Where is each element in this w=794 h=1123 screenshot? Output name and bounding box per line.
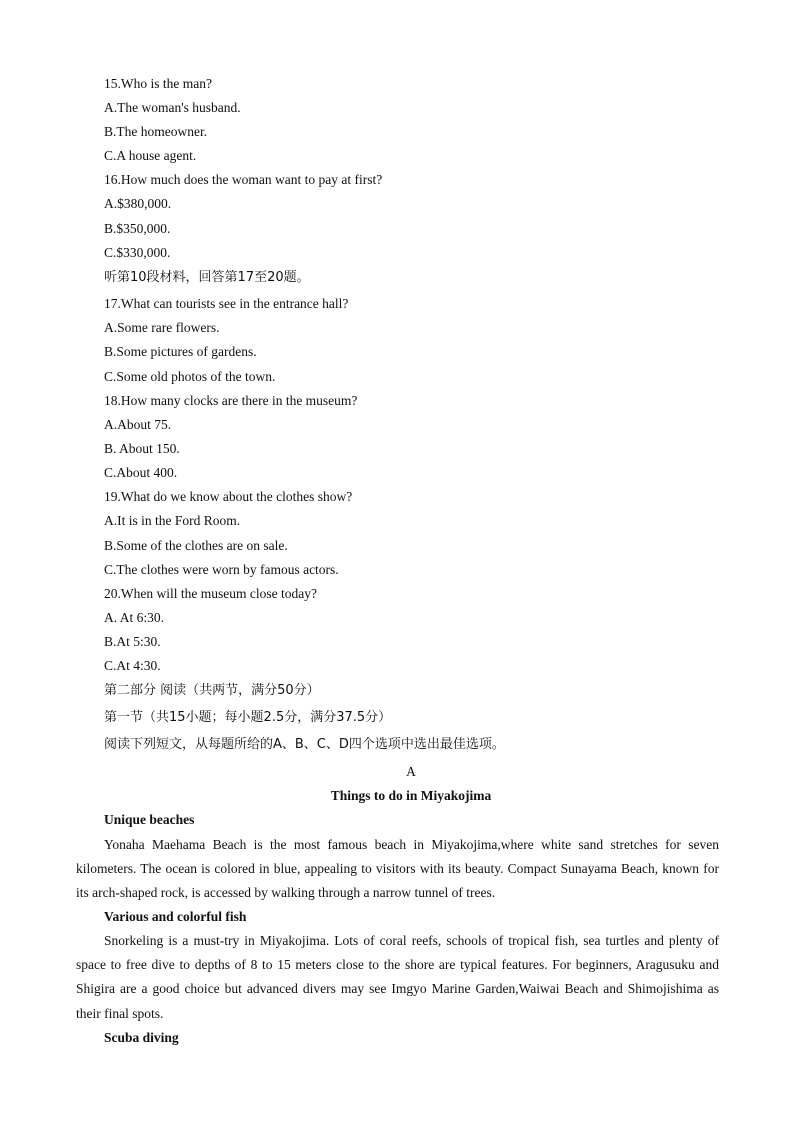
option-17b: B.Some pictures of gardens.	[104, 344, 257, 359]
question-15: 15.Who is the man?	[104, 76, 212, 91]
question-17: 17.What can tourists see in the entrance hall?	[104, 296, 349, 311]
option-16b: B.$350,000.	[104, 221, 171, 236]
instruction-material-10: 听第10段材料，回答第17至20题。	[104, 270, 310, 285]
option-19b: B.Some of the clothes are on sale.	[104, 538, 288, 553]
section1-title: 第一节（共15小题；每小题2.5分，满分37.5分）	[104, 710, 392, 725]
option-15b: B.The homeowner.	[104, 124, 208, 139]
option-19c: C.The clothes were worn by famous actors.	[104, 562, 339, 577]
option-18c: C.About 400.	[104, 465, 178, 480]
option-19a: A.It is in the Ford Room.	[104, 513, 241, 528]
option-17c: C.Some old photos of the town.	[104, 369, 276, 384]
option-20a: A. At 6:30.	[104, 610, 165, 625]
option-16c: C.$330,000.	[104, 245, 171, 260]
reading-instruction: 阅读下列短文，从每题所给的A、B、C、D四个选项中选出最佳选项。	[104, 737, 505, 752]
question-19: 19.What do we know about the clothes show?	[104, 489, 353, 504]
passage-letter: A	[406, 764, 416, 779]
passage-title: Things to do in Miyakojima	[330, 788, 492, 803]
option-15c: C.A house agent.	[104, 148, 197, 163]
paragraph-beaches-text: Yonaha Maehama Beach is the most famous beach in Miyakojima,where white sand stretches for seven kilometers. The ocean is colored in blue, appealing to visitors with its beauty. Compact Sunayama Beach, known for its arch-shaped rock, is accessed by walking through a narrow tunnel of trees.	[76, 837, 719, 901]
section-heading-beaches: Unique beaches	[104, 812, 195, 827]
part2-title: 第二部分 阅读（共两节，满分50分）	[104, 683, 320, 698]
paragraph-fish	[76, 929, 719, 1026]
paragraph-beaches	[76, 833, 719, 906]
question-20: 20.When will the museum close today?	[104, 586, 317, 601]
section-heading-fish: Various and colorful fish	[104, 909, 247, 924]
option-20b: B.At 5:30.	[104, 634, 161, 649]
question-16: 16.How much does the woman want to pay at first?	[104, 172, 383, 187]
option-18a: A.About 75.	[104, 417, 172, 432]
option-18b: B. About 150.	[104, 441, 180, 456]
question-18: 18.How many clocks are there in the museum?	[104, 393, 358, 408]
option-16a: A.$380,000.	[104, 196, 172, 211]
option-15a: A.The woman's husband.	[104, 100, 241, 115]
option-17a: A.Some rare flowers.	[104, 320, 220, 335]
paragraph-fish-text: Snorkeling is a must-try in Miyakojima. Lots of coral reefs, schools of tropical fish, sea turtles and plenty of space to free dive to depths of 8 to 15 meters close to the shore are typical features. For beginners, Aragusuku and Shigira are a good choice but advanced divers may see Imgyo Marine Garden,Waiwai Beach and Shimojishima as their final spots.	[76, 933, 719, 1021]
section-heading-scuba: Scuba diving	[104, 1030, 179, 1045]
option-20c: C.At 4:30.	[104, 658, 161, 673]
